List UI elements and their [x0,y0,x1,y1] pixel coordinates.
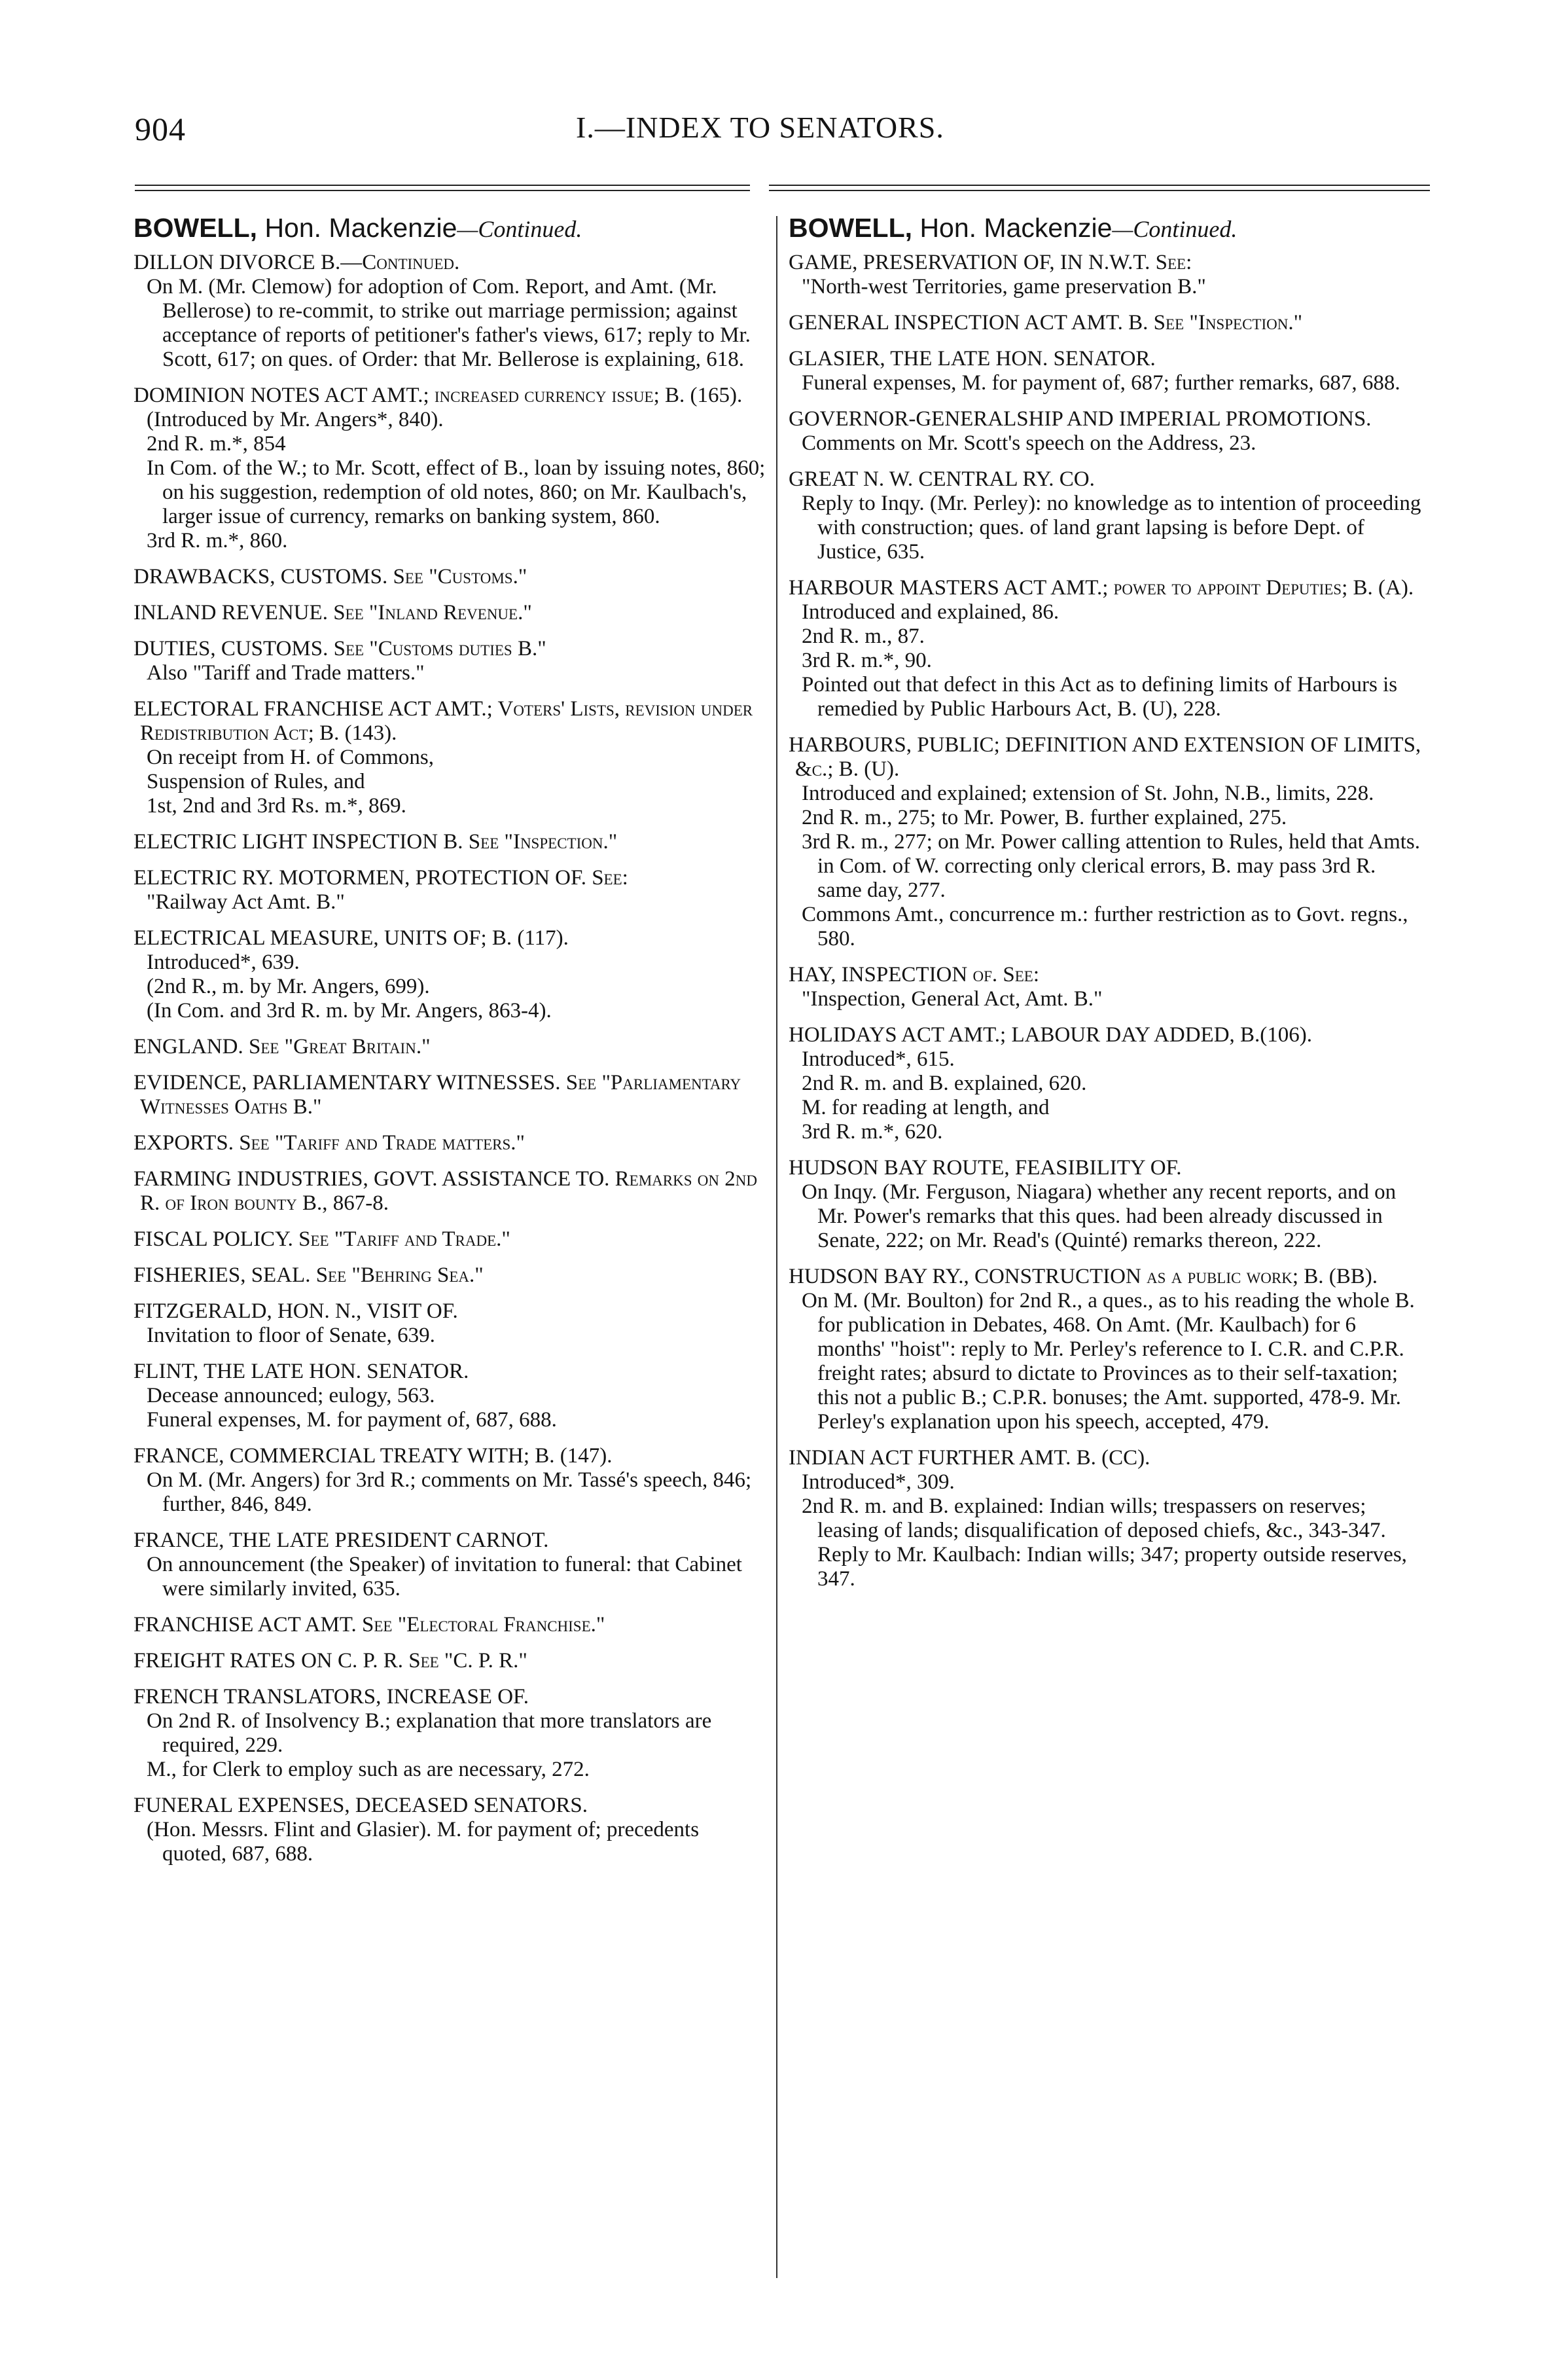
entry-line: Decease announced; eulogy, 563. [147,1384,435,1407]
entry-line: Also "Tariff and Trade matters." [147,661,425,685]
entry-line: (2nd R., m. by Mr. Angers, 699). [147,975,430,998]
entry-line: (Introduced by Mr. Angers*, 840). [147,408,444,431]
index-entry [134,1794,768,1866]
entry-line: On Inqy. (Mr. Ferguson, Niagara) whether any recent reports, and on Mr. Power's remarks that this ques. had been already discussed in Senate, 222; on Mr. Read's (Quinté) remarks thereon, 222. [802,1180,1397,1252]
index-entry [134,866,768,914]
senator-honorific: Hon. Mackenzie [264,213,457,243]
index-entry [134,1167,768,1216]
continued-label: —Continued. [457,216,582,242]
entry-line: In Com. of the W.; to Mr. Scott, effect of B., loan by issuing notes, 860; on his suggestion, redemption of old notes, 860; on Mr. Kaulbach's, larger issue of currency, remarks on banking system, 860. [147,456,766,528]
right-column [789,213,1423,1603]
header-rule-left [135,185,750,186]
entry-line: 3rd R. m.*, 90. [802,649,932,672]
entry-line: Introduced*, 615. [802,1047,955,1071]
index-entry [789,407,1423,456]
entry-line: (In Com. and 3rd R. m. by Mr. Angers, 863-4). [147,999,552,1023]
entry-title: FUNERAL EXPENSES, DECEASED SENATORS. [134,1794,588,1817]
entry-line: Invitation to floor of Senate, 639. [147,1324,435,1347]
page-header [0,0,1568,170]
senator-heading-right [789,213,1423,243]
entry-line: On receipt from H. of Commons, [147,746,435,769]
index-entry [789,1156,1423,1253]
entry-line: 3rd R. m., 277; on Mr. Power calling attention to Rules, held that Amts. in Com. of W. correcting only clerical errors, B. may pass 3rd R. same day, 277. [802,830,1421,902]
entry-title: EXPORTS. See "Tariff and Trade matters." [134,1131,525,1155]
index-entry [789,467,1423,564]
entry-line: 2nd R. m., 275; to Mr. Power, B. further explained, 275. [802,806,1287,829]
entry-line: On M. (Mr. Clemow) for adoption of Com. Report, and Amt. (Mr. Bellerose) to re-commit, to strike out marriage permission; against acceptance of reports of petitioner's father's views, 617; reply to Mr. Scott, 617; on ques. of Order: that Mr. Bellerose is explaining, 618. [147,275,751,371]
entry-line: "Railway Act Amt. B." [147,890,345,914]
entry-title: FLINT, THE LATE HON. SENATOR. [134,1360,469,1383]
index-entries-left [134,251,768,1866]
entry-title: INDIAN ACT FURTHER AMT. B. (CC). [789,1446,1150,1470]
index-entry [789,311,1423,335]
entry-title: HUDSON BAY RY., CONSTRUCTION as a public work; B. (BB). [789,1265,1378,1288]
entry-line: 2nd R. m. and B. explained, 620. [802,1072,1087,1095]
index-entry [789,1446,1423,1591]
entry-title: FRANCHISE ACT AMT. See "Electoral Franchise." [134,1613,605,1637]
index-entry [134,1131,768,1155]
entry-line: "North-west Territories, game preservation B." [802,275,1206,299]
index-entry [134,1263,768,1288]
index-entry [134,1444,768,1517]
entry-title: FITZGERALD, HON. N., VISIT OF. [134,1299,458,1323]
index-entry [134,1071,768,1119]
index-entry [789,251,1423,299]
entry-title: ELECTORAL FRANCHISE ACT AMT.; Voters' Lists, revision under Redistribution Act; B. (143). [134,697,753,745]
senator-name: BOWELL, [789,213,913,243]
entry-title: EVIDENCE, PARLIAMENTARY WITNESSES. See "Parliamentary Witnesses Oaths B." [134,1071,741,1119]
entry-line: 2nd R. m., 87. [802,624,925,648]
entry-title: ELECTRIC LIGHT INSPECTION B. See "Inspection." [134,830,618,854]
entry-title: FRENCH TRANSLATORS, INCREASE OF. [134,1685,529,1709]
entry-line: Comments on Mr. Scott's speech on the Address, 23. [802,431,1256,455]
index-entry [134,1685,768,1782]
entry-title: FRANCE, THE LATE PRESIDENT CARNOT. [134,1529,549,1552]
index-entries-right [789,251,1423,1591]
index-entry [789,347,1423,395]
entry-line: 1st, 2nd and 3rd Rs. m.*, 869. [147,794,406,818]
entry-title: FISHERIES, SEAL. See "Behring Sea." [134,1263,484,1287]
entry-title: HUDSON BAY ROUTE, FEASIBILITY OF. [789,1156,1182,1180]
entry-title: HARBOUR MASTERS ACT AMT.; power to appoint Deputies; B. (A). [789,576,1414,600]
index-entry [134,1227,768,1252]
entry-title: DOMINION NOTES ACT AMT.; increased currency issue; B. (165). [134,384,743,407]
header-rule-right [769,185,1430,186]
entry-title: GENERAL INSPECTION ACT AMT. B. See "Inspection." [789,311,1303,335]
entry-title: FISCAL POLICY. See "Tariff and Trade." [134,1227,510,1251]
index-entry [134,697,768,818]
entry-title: GREAT N. W. CENTRAL RY. CO. [789,467,1095,491]
entry-line: Reply to Inqy. (Mr. Perley): no knowledge as to intention of proceeding with construction; ques. of land grant lapsing is before Dept. of Justice, 635. [802,492,1421,564]
index-entry [134,1613,768,1637]
entry-title: FREIGHT RATES ON C. P. R. See "C. P. R." [134,1649,527,1673]
entry-line: On M. (Mr. Boulton) for 2nd R., a ques., as to his reading the whole B. for publication in Debates, 468. On Amt. (Mr. Kaulbach) for 6 months' "hoist": reply to Mr. Perley's reference to I. C.R. and C.P.R. freight rates; absurd to dictate to Provinces as to their self-taxation; this not a public B.; C.P.R. bonuses; the Amt. supported, 478-9. Mr. Perley's explanation upon his speech, accepted, 479. [802,1289,1415,1434]
entry-title: GOVERNOR-GENERALSHIP AND IMPERIAL PROMOTIONS. [789,407,1372,431]
entry-title: GAME, PRESERVATION OF, IN N.W.T. See: [789,251,1192,274]
entry-line: On M. (Mr. Angers) for 3rd R.; comments on Mr. Tassé's speech, 846; further, 846, 849. [147,1468,752,1516]
entry-title: INLAND REVENUE. See "Inland Revenue." [134,601,532,624]
entry-line: "Inspection, General Act, Amt. B." [802,987,1103,1011]
entry-line: Commons Amt., concurrence m.: further restriction as to Govt. regns., 580. [802,903,1408,950]
index-entry [789,963,1423,1011]
header-rule-right-lower [769,190,1430,191]
entry-line: On 2nd R. of Insolvency B.; explanation that more translators are required, 229. [147,1709,712,1757]
index-entry [134,926,768,1023]
index-entry [134,601,768,625]
index-entry [134,637,768,685]
column-divider [776,216,777,2278]
entry-title: FARMING INDUSTRIES, GOVT. ASSISTANCE TO. Remarks on 2nd R. of Iron bounty B., 867-8. [134,1167,757,1215]
index-entry [789,1023,1423,1144]
index-entry [789,576,1423,721]
index-entry [134,830,768,854]
header-rule-left-lower [135,190,750,191]
entry-line: 2nd R. m.*, 854 [147,432,286,456]
left-column [134,213,768,1878]
entry-line: Introduced*, 309. [802,1470,955,1494]
index-entry [134,1035,768,1059]
entry-line: M., for Clerk to employ such as are necessary, 272. [147,1758,590,1781]
entry-line: 3rd R. m.*, 620. [802,1120,943,1144]
entry-line: Introduced and explained; extension of St. John, N.B., limits, 228. [802,782,1374,805]
entry-line: Suspension of Rules, and [147,770,365,793]
index-entry [134,1360,768,1432]
entry-title: GLASIER, THE LATE HON. SENATOR. [789,347,1156,371]
entry-line: (Hon. Messrs. Flint and Glasier). M. for payment of; precedents quoted, 687, 688. [147,1818,700,1866]
index-entry [134,384,768,553]
entry-line: Funeral expenses, M. for payment of, 687; further remarks, 687, 688. [802,371,1400,395]
index-entry [134,565,768,589]
entry-title: DILLON DIVORCE B.—Continued. [134,251,460,274]
entry-title: FRANCE, COMMERCIAL TREATY WITH; B. (147). [134,1444,613,1468]
entry-line: Funeral expenses, M. for payment of, 687, 688. [147,1408,557,1432]
entry-title: HOLIDAYS ACT AMT.; LABOUR DAY ADDED, B.(106). [789,1023,1313,1047]
entry-title: HAY, INSPECTION of. See: [789,963,1039,986]
entry-line: Introduced*, 639. [147,950,300,974]
entry-line: On announcement (the Speaker) of invitation to funeral: that Cabinet were similarly invited, 635. [147,1553,742,1601]
entry-line: 2nd R. m. and B. explained: Indian wills; trespassers on reserves; leasing of lands; disqualification of deposed chiefs, &c., 343-347. Reply to Mr. Kaulbach: Indian wills; 347; property outside reserves, 347. [802,1494,1407,1591]
entry-line: M. for reading at length, and [802,1096,1050,1119]
entry-line: Introduced and explained, 86. [802,600,1060,624]
running-title: I.—INDEX TO SENATORS. [576,111,944,144]
index-entry [789,733,1423,951]
senator-heading-left [134,213,768,243]
entry-title: ELECTRICAL MEASURE, UNITS OF; B. (117). [134,926,569,950]
entry-title: DRAWBACKS, CUSTOMS. See "Customs." [134,565,527,588]
entry-line: 3rd R. m.*, 860. [147,529,288,552]
index-entry [134,1299,768,1348]
index-entry [134,1529,768,1601]
senator-name: BOWELL, [134,213,258,243]
entry-title: DUTIES, CUSTOMS. See "Customs duties B." [134,637,546,661]
entry-line: Pointed out that defect in this Act as to defining limits of Harbours is remedied by Public Harbours Act, B. (U), 228. [802,673,1398,721]
senator-honorific: Hon. Mackenzie [919,213,1113,243]
continued-label: —Continued. [1112,216,1238,242]
entry-title: ELECTRIC RY. MOTORMEN, PROTECTION OF. See: [134,866,628,890]
page-number: 904 [135,111,186,147]
index-entry [134,1649,768,1673]
index-entry [789,1265,1423,1434]
entry-title: HARBOURS, PUBLIC; DEFINITION AND EXTENSION OF LIMITS, &c.; B. (U). [789,733,1421,781]
entry-title: ENGLAND. See "Great Britain." [134,1035,431,1059]
index-entry [134,251,768,372]
